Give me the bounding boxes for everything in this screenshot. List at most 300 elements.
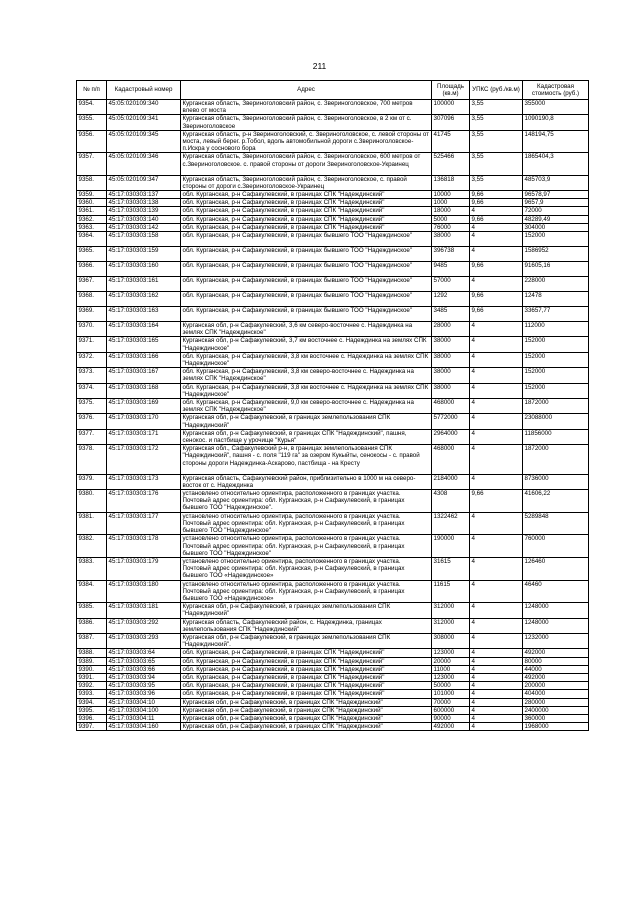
cell-upks: 9,66 — [470, 199, 523, 207]
cell-cadastral-value: 152000 — [523, 368, 589, 383]
cell-number: 9372. — [77, 352, 107, 367]
table-row — [77, 633, 589, 648]
cell-address: Курганская обл, р-н Сафакулевский, в границах СПК "Надеждинский" — [181, 698, 432, 706]
cell-cadastral-value: 8736000 — [523, 474, 589, 489]
cell-address: обл. Курганская, р-н Сафакулевский, 3,8 км восточнее с. Надеждинка на землях СПК "Надеждинское" — [181, 383, 432, 398]
cell-cadastral-value: 91605,16 — [523, 262, 589, 277]
cell-number: 9354. — [77, 100, 107, 115]
cell-number: 9380. — [77, 490, 107, 513]
cell-number: 9370. — [77, 322, 107, 337]
cell-area: 1292 — [432, 292, 470, 307]
cell-area: 312000 — [432, 618, 470, 633]
cell-upks: 4 — [470, 399, 523, 414]
cell-cadastral-value: 1872000 — [523, 399, 589, 414]
cell-number: 9359. — [77, 191, 107, 199]
table-row — [77, 153, 589, 175]
cell-address: обл. Курганская, р-н Сафакулевский, в границах СПК "Надеждинский" — [181, 199, 432, 207]
cell-area: 123000 — [432, 673, 470, 681]
cell-cadastral-number: 45:17:030303:94 — [107, 673, 181, 681]
cell-cadastral-value: 23088000 — [523, 414, 589, 429]
cell-cadastral-number: 45:17:030303:166 — [107, 352, 181, 367]
cell-number: 9390. — [77, 665, 107, 673]
cell-upks: 3,55 — [470, 175, 523, 190]
cell-upks: 4 — [470, 682, 523, 690]
cell-number: 9371. — [77, 337, 107, 352]
table-row — [77, 277, 589, 292]
table-row — [77, 657, 589, 665]
cell-address: обл. Курганская, р-н Сафакулевский, в границах СПК "Надеждинский" — [181, 690, 432, 698]
cell-cadastral-value: 1090190,8 — [523, 115, 589, 130]
cell-upks: 4 — [470, 247, 523, 262]
cell-number: 9379. — [77, 474, 107, 489]
table-row — [77, 535, 589, 558]
cell-address: Курганская область, Звериноголовский район, с. Звериноголовское, в 2 км от с. Звериноголовское — [181, 115, 432, 130]
cell-area: 38000 — [432, 352, 470, 367]
cell-address: обл. Курганская, р-н Сафакулевский, в границах СПК "Надеждинский" — [181, 649, 432, 657]
table-row — [77, 352, 589, 367]
cell-area: 468000 — [432, 445, 470, 474]
table-row — [77, 714, 589, 722]
cell-number: 9369. — [77, 307, 107, 322]
cell-cadastral-number: 45:05:020109:346 — [107, 153, 181, 175]
cell-area: 5772000 — [432, 414, 470, 429]
cell-cadastral-number: 45:05:020109:347 — [107, 175, 181, 190]
cell-address: Курганская обл, р-н Сафакулевский, в границах СПК "Надеждинский" — [181, 706, 432, 714]
column-header-area: Площадь (кв.м) — [432, 81, 470, 100]
cell-cadastral-number: 45:17:030303:65 — [107, 657, 181, 665]
cell-address: Курганская область, р-н Звериноголовский, с. Звериноголовское, с. левой стороны от моста, левый берег. р.Тобол, вдоль автомобильной дороги с.Звериноголовское-п.Искра у соснового бора — [181, 130, 432, 153]
cell-upks: 3,55 — [470, 130, 523, 153]
cell-area: 2184000 — [432, 474, 470, 489]
cell-cadastral-value: 1232000 — [523, 633, 589, 648]
cell-address: обл. Курганская, р-н Сафакулевский, в границах СПК "Надеждинский" — [181, 682, 432, 690]
column-header-address: Адрес — [181, 81, 432, 100]
cell-upks: 4 — [470, 352, 523, 367]
cell-address: обл. Курганская, р-н Сафакулевский, в границах бывшего ТОО "Надеждинское" — [181, 262, 432, 277]
cell-number: 9387. — [77, 633, 107, 648]
table-row — [77, 368, 589, 383]
cell-cadastral-value: 1248000 — [523, 618, 589, 633]
table-row — [77, 682, 589, 690]
cell-cadastral-value: 80000 — [523, 657, 589, 665]
cell-upks: 9,66 — [470, 307, 523, 322]
cell-cadastral-number: 45:17:030303:159 — [107, 247, 181, 262]
table-row — [77, 337, 589, 352]
cell-cadastral-value: 5289848 — [523, 512, 589, 535]
cadastral-registry-table — [76, 80, 589, 731]
cell-number: 9396. — [77, 714, 107, 722]
cell-address: обл. Курганская, р-н Сафакулевский, в границах бывшего ТОО "Надеждинское" — [181, 307, 432, 322]
cell-cadastral-value: 304000 — [523, 223, 589, 231]
cell-number: 9364. — [77, 232, 107, 247]
table-row — [77, 207, 589, 215]
cell-number: 9382. — [77, 535, 107, 558]
cell-area: 38000 — [432, 383, 470, 398]
cell-cadastral-number: 45:17:030304:100 — [107, 706, 181, 714]
cell-number: 9368. — [77, 292, 107, 307]
cell-cadastral-value: 152000 — [523, 232, 589, 247]
cell-area: 136818 — [432, 175, 470, 190]
column-header-upks: УПКС (руб./кв.м) — [470, 81, 523, 100]
cell-cadastral-number: 45:17:030303:163 — [107, 307, 181, 322]
cell-area: 50000 — [432, 682, 470, 690]
cell-address: Курганская обл, р-н Сафакулевский, в границах СПК "Надеждинский" — [181, 714, 432, 722]
cell-upks: 4 — [470, 322, 523, 337]
cell-number: 9374. — [77, 383, 107, 398]
cell-cadastral-number: 45:17:030303:165 — [107, 337, 181, 352]
cell-area: 1322462 — [432, 512, 470, 535]
table-row — [77, 673, 589, 681]
cell-cadastral-value: 44000 — [523, 665, 589, 673]
cell-area: 396738 — [432, 247, 470, 262]
cell-area: 3485 — [432, 307, 470, 322]
table-row — [77, 429, 589, 444]
cell-cadastral-number: 45:17:030303:171 — [107, 429, 181, 444]
cell-area: 101000 — [432, 690, 470, 698]
cell-area: 57000 — [432, 277, 470, 292]
cell-upks: 3,55 — [470, 115, 523, 130]
cell-number: 9361. — [77, 207, 107, 215]
cell-area: 11615 — [432, 580, 470, 603]
cell-upks: 4 — [470, 723, 523, 731]
cell-cadastral-number: 45:17:030303:139 — [107, 207, 181, 215]
cell-upks: 4 — [470, 706, 523, 714]
cell-cadastral-number: 45:17:030303:180 — [107, 580, 181, 603]
column-header-cadastral-value: Кадастровая стоимость (руб.) — [523, 81, 589, 100]
table-row — [77, 649, 589, 657]
cell-cadastral-value: 1248000 — [523, 603, 589, 618]
table-row — [77, 232, 589, 247]
cell-address: обл. Курганская, р-н Сафакулевский, в границах бывшего ТОО "Надеждинское" — [181, 247, 432, 262]
cell-upks: 4 — [470, 445, 523, 474]
cell-upks: 4 — [470, 690, 523, 698]
cell-number: 9393. — [77, 690, 107, 698]
cell-cadastral-value: 46460 — [523, 580, 589, 603]
cell-cadastral-number: 45:17:030303:172 — [107, 445, 181, 474]
table-row — [77, 490, 589, 513]
cell-cadastral-value: 360000 — [523, 714, 589, 722]
cell-cadastral-number: 45:17:030303:169 — [107, 399, 181, 414]
cell-cadastral-value: 355000 — [523, 100, 589, 115]
cell-upks: 4 — [470, 714, 523, 722]
table-row — [77, 215, 589, 223]
table-row — [77, 665, 589, 673]
cell-cadastral-number: 45:17:030303:158 — [107, 232, 181, 247]
cell-upks: 4 — [470, 277, 523, 292]
cell-upks: 4 — [470, 474, 523, 489]
cell-cadastral-value: 152000 — [523, 383, 589, 398]
table-row — [77, 414, 589, 429]
cell-area: 123000 — [432, 649, 470, 657]
cell-cadastral-number: 45:17:030303:164 — [107, 322, 181, 337]
cell-cadastral-number: 45:17:030304:160 — [107, 723, 181, 731]
cell-cadastral-value: 228000 — [523, 277, 589, 292]
cell-area: 76000 — [432, 223, 470, 231]
cell-upks: 9,66 — [470, 215, 523, 223]
cell-address: установлено относительно ориентира, расположенного в границах участка. Почтовый адрес ориентира: обл. Курганская, р-н Сафакулевский, в границах бывшего ТОО "Надеждинское". — [181, 490, 432, 513]
cell-cadastral-number: 45:17:030304:11 — [107, 714, 181, 722]
table-row — [77, 322, 589, 337]
cell-cadastral-number: 45:17:030303:66 — [107, 665, 181, 673]
cell-area: 70000 — [432, 698, 470, 706]
cell-cadastral-number: 45:17:030303:176 — [107, 490, 181, 513]
cell-number: 9358. — [77, 175, 107, 190]
cell-area: 1000 — [432, 199, 470, 207]
cell-area: 600000 — [432, 706, 470, 714]
cell-upks: 4 — [470, 368, 523, 383]
cell-upks: 4 — [470, 618, 523, 633]
cell-upks: 4 — [470, 383, 523, 398]
cell-number: 9385. — [77, 603, 107, 618]
table-row — [77, 512, 589, 535]
cell-upks: 4 — [470, 414, 523, 429]
cell-number: 9397. — [77, 723, 107, 731]
cell-area: 10000 — [432, 191, 470, 199]
cell-area: 38000 — [432, 232, 470, 247]
table-row — [77, 130, 589, 153]
cell-cadastral-number: 45:17:030303:181 — [107, 603, 181, 618]
cell-cadastral-number: 45:17:030304:10 — [107, 698, 181, 706]
cell-cadastral-value: 2400000 — [523, 706, 589, 714]
cell-upks: 4 — [470, 580, 523, 603]
table-row — [77, 580, 589, 603]
cell-address: Курганская обл, р-н Сафакулевский, в границах землепользования СПК "Надеждинский" — [181, 603, 432, 618]
cell-cadastral-number: 45:17:030303:96 — [107, 690, 181, 698]
cell-number: 9381. — [77, 512, 107, 535]
cell-address: Курганская обл, р-н Сафакулевский, в границах землепользования СПК "Надеждинский" — [181, 414, 432, 429]
cell-cadastral-number: 45:17:030303:138 — [107, 199, 181, 207]
column-header-number: № п/п — [77, 81, 107, 100]
cell-cadastral-value: 112000 — [523, 322, 589, 337]
cell-upks: 4 — [470, 649, 523, 657]
cell-cadastral-value: 485703,9 — [523, 175, 589, 190]
table-row — [77, 383, 589, 398]
cell-cadastral-number: 45:17:030303:64 — [107, 649, 181, 657]
cell-upks: 9,66 — [470, 292, 523, 307]
table-row — [77, 191, 589, 199]
cell-upks: 4 — [470, 535, 523, 558]
cell-area: 9485 — [432, 262, 470, 277]
cell-area: 18000 — [432, 207, 470, 215]
table-row — [77, 690, 589, 698]
cell-area: 5000 — [432, 215, 470, 223]
cell-number: 9383. — [77, 557, 107, 580]
cell-cadastral-number: 45:17:030303:179 — [107, 557, 181, 580]
cell-cadastral-value: 280000 — [523, 698, 589, 706]
cell-number: 9363. — [77, 223, 107, 231]
cell-address: Курганская обл, р-н Сафакулевский, в границах СПК "Надеждинский", пашня, сенокос. и пастбище у урочище "Курья" — [181, 429, 432, 444]
cell-upks: 4 — [470, 673, 523, 681]
cell-number: 9367. — [77, 277, 107, 292]
cell-cadastral-value: 48289,49 — [523, 215, 589, 223]
cell-cadastral-value: 1865404,3 — [523, 153, 589, 175]
cell-address: установлено относительно ориентира, расположенного в границах участка. Почтовый адрес ориентира: обл. Курганская, р-н Сафакулевский, в границах бывшего ТОО "Надеждинское" — [181, 535, 432, 558]
cell-upks: 4 — [470, 223, 523, 231]
table-row — [77, 199, 589, 207]
cell-cadastral-value: 1872000 — [523, 445, 589, 474]
cell-address: обл. Курганская, р-н Сафакулевский, 3,8 км северо-восточнее с. Надеждинка на землях СПК "Надеждинское" — [181, 368, 432, 383]
cell-cadastral-value: 148194,75 — [523, 130, 589, 153]
cell-number: 9365. — [77, 247, 107, 262]
cell-upks: 3,55 — [470, 100, 523, 115]
cell-upks: 4 — [470, 633, 523, 648]
table-row — [77, 445, 589, 474]
cell-address: Курганская область, Сафакулевский район, приблизительно в 1000 м на северо-восток от с. Надеждинка — [181, 474, 432, 489]
cell-upks: 4 — [470, 207, 523, 215]
cell-cadastral-number: 45:17:030303:161 — [107, 277, 181, 292]
cell-address: обл. Курганская, р-н Сафакулевский, в границах бывшего ТОО "Надеждинское" — [181, 292, 432, 307]
cell-address: установлено относительно ориентира, расположенного в границах участка. Почтовый адрес ориентира: обл. Курганская, р-н Сафакулевский, в границах бывшего ТОО «Надеждинское» — [181, 580, 432, 603]
cell-number: 9389. — [77, 657, 107, 665]
cell-cadastral-number: 45:17:030303:292 — [107, 618, 181, 633]
table-row — [77, 723, 589, 731]
cell-area: 20000 — [432, 657, 470, 665]
cell-number: 9355. — [77, 115, 107, 130]
cell-address: Курганская обл, р-н Сафакулевский, 3,6 км северо-восточнее с. Надеждинка на землях СПК "Надеждинское" — [181, 322, 432, 337]
cell-cadastral-value: 33657,77 — [523, 307, 589, 322]
cell-area: 38000 — [432, 368, 470, 383]
cell-area: 2964000 — [432, 429, 470, 444]
cell-number: 9357. — [77, 153, 107, 175]
cell-address: Курганская обл., Сафакулевский р-н, в границах землепользования СПК "Надеждинский", пашня - с. поля "119 га" за озером Кукыйты, сенокосы - с. правой стороны дороги Надеждинка-Аскарово, пастбища - на Кресту — [181, 445, 432, 474]
cell-upks: 4 — [470, 657, 523, 665]
cell-cadastral-value: 41606,22 — [523, 490, 589, 513]
table-row — [77, 603, 589, 618]
table-row — [77, 262, 589, 277]
cell-cadastral-number: 45:17:030303:168 — [107, 383, 181, 398]
cell-upks: 3,55 — [470, 153, 523, 175]
cell-cadastral-number: 45:17:030303:95 — [107, 682, 181, 690]
page-number: 211 — [312, 61, 327, 71]
cell-number: 9378. — [77, 445, 107, 474]
cell-cadastral-number: 45:05:020109:340 — [107, 100, 181, 115]
cell-cadastral-value: 152000 — [523, 337, 589, 352]
cell-cadastral-number: 45:17:030303:177 — [107, 512, 181, 535]
cell-number: 9394. — [77, 698, 107, 706]
cell-number: 9360. — [77, 199, 107, 207]
cell-upks: 9,66 — [470, 191, 523, 199]
table-row — [77, 557, 589, 580]
cell-cadastral-value: 492000 — [523, 649, 589, 657]
cell-number: 9362. — [77, 215, 107, 223]
cell-upks: 9,66 — [470, 262, 523, 277]
cell-cadastral-value: 11856000 — [523, 429, 589, 444]
table-body — [77, 100, 589, 731]
cell-cadastral-value: 1586952 — [523, 247, 589, 262]
cell-number: 9377. — [77, 429, 107, 444]
table-row — [77, 399, 589, 414]
cell-cadastral-value: 72000 — [523, 207, 589, 215]
cell-area: 31615 — [432, 557, 470, 580]
cell-number: 9391. — [77, 673, 107, 681]
cell-area: 4308 — [432, 490, 470, 513]
table-row — [77, 618, 589, 633]
cell-upks: 4 — [470, 603, 523, 618]
cell-upks: 4 — [470, 232, 523, 247]
cell-address: Курганская область, Звериноголовский район, с. Звериноголовское, с. правой стороны от дороги с.Звериноголовское-Украинец — [181, 175, 432, 190]
cell-address: Курганская область, Звериноголовский район, с. Звериноголовское, 600 метров от с.Звериноголовское. с. правой стороны от дороги Звериноголовское-Украинец — [181, 153, 432, 175]
cell-cadastral-number: 45:17:030303:167 — [107, 368, 181, 383]
cell-number: 9395. — [77, 706, 107, 714]
cell-address: обл. Курганская, р-н Сафакулевский, в границах СПК "Надеждинский" — [181, 191, 432, 199]
cell-area: 308000 — [432, 633, 470, 648]
cell-cadastral-number: 45:17:030303:162 — [107, 292, 181, 307]
table-row — [77, 223, 589, 231]
table-row — [77, 307, 589, 322]
cell-number: 9388. — [77, 649, 107, 657]
cell-cadastral-value: 9657,9 — [523, 199, 589, 207]
cell-area: 11000 — [432, 665, 470, 673]
cell-cadastral-number: 45:05:020109:341 — [107, 115, 181, 130]
table-row — [77, 292, 589, 307]
table-row — [77, 100, 589, 115]
table-header-row — [77, 81, 589, 100]
cell-address: Курганская область, Сафакулевский район, с. Надеждинка, границах землепользования СПК "Надеждинский" — [181, 618, 432, 633]
cell-upks: 4 — [470, 337, 523, 352]
cell-area: 307096 — [432, 115, 470, 130]
cell-number: 9373. — [77, 368, 107, 383]
cell-area: 90000 — [432, 714, 470, 722]
cell-cadastral-number: 45:17:030303:160 — [107, 262, 181, 277]
cell-cadastral-value: 1968000 — [523, 723, 589, 731]
cell-number: 9376. — [77, 414, 107, 429]
cell-number: 9375. — [77, 399, 107, 414]
cell-address: Курганская обл, р-н Сафакулевский, 3,7 км восточнее с. Надеждинка на землях СПК "Надеждинское" — [181, 337, 432, 352]
cell-area: 41745 — [432, 130, 470, 153]
cell-address: Курганская область, Звериноголовский район, с. Звериноголовское, 700 метров влево от моста — [181, 100, 432, 115]
cell-cadastral-number: 45:17:030303:140 — [107, 215, 181, 223]
cell-number: 9392. — [77, 682, 107, 690]
cell-address: Курганская обл, р-н Сафакулевский, в границах землепользования СПК "Надеждинский". — [181, 633, 432, 648]
table-row — [77, 474, 589, 489]
cell-area: 190000 — [432, 535, 470, 558]
table-row — [77, 115, 589, 130]
cell-cadastral-value: 12478 — [523, 292, 589, 307]
cell-cadastral-value: 760000 — [523, 535, 589, 558]
cell-cadastral-number: 45:17:030303:142 — [107, 223, 181, 231]
cell-cadastral-value: 152000 — [523, 352, 589, 367]
cell-area: 100000 — [432, 100, 470, 115]
cell-number: 9384. — [77, 580, 107, 603]
cell-area: 492000 — [432, 723, 470, 731]
cell-cadastral-number: 45:05:020109:345 — [107, 130, 181, 153]
table-row — [77, 706, 589, 714]
cell-upks: 4 — [470, 512, 523, 535]
cell-cadastral-number: 45:17:030303:293 — [107, 633, 181, 648]
cell-area: 312000 — [432, 603, 470, 618]
cell-address: обл. Курганская, р-н Сафакулевский, в границах СПК "Надеждинский" — [181, 215, 432, 223]
cell-area: 468000 — [432, 399, 470, 414]
cell-upks: 4 — [470, 429, 523, 444]
table-row — [77, 247, 589, 262]
column-header-cadastral-number: Кадастровый номер — [107, 81, 181, 100]
cell-address: обл. Курганская, р-н Сафакулевский, 3,8 км восточнее с. Надеждинка на землях СПК "Надеждинское" — [181, 352, 432, 367]
cell-address: обл. Курганская, р-н Сафакулевский, в границах СПК "Надеждинский" — [181, 207, 432, 215]
cell-number: 9356. — [77, 130, 107, 153]
cell-address: обл. Курганская, р-н Сафакулевский, в границах бывшего ТОО "Надеждинское" — [181, 277, 432, 292]
cell-address: обл. Курганская, р-н Сафакулевский, в границах СПК "Надеждинский" — [181, 223, 432, 231]
cell-address: Курганская обл, р-н Сафакулевский, в границах СПК "Надеждинский" — [181, 723, 432, 731]
cell-address: обл. Курганская, р-н Сафакулевский, 9,0 км северо-восточнее с. Надеждинка на землях СПК "Надеждинское" — [181, 399, 432, 414]
cell-upks: 9,66 — [470, 490, 523, 513]
cell-cadastral-number: 45:17:030303:170 — [107, 414, 181, 429]
cell-area: 525466 — [432, 153, 470, 175]
cell-address: установлено относительно ориентира, расположенного в границах участка. Почтовый адрес ориентира: обл. Курганская, р-н Сафакулевский, в границах бывшего ТОО «Надеждинское» — [181, 557, 432, 580]
cell-address: обл. Курганская, р-н Сафакулевский, в границах СПК "Надеждинский" — [181, 665, 432, 673]
cell-address: обл. Курганская, р-н Сафакулевский, в границах бывшего ТОО "Надеждинское" — [181, 232, 432, 247]
cell-cadastral-value: 96578,97 — [523, 191, 589, 199]
cell-upks: 4 — [470, 665, 523, 673]
